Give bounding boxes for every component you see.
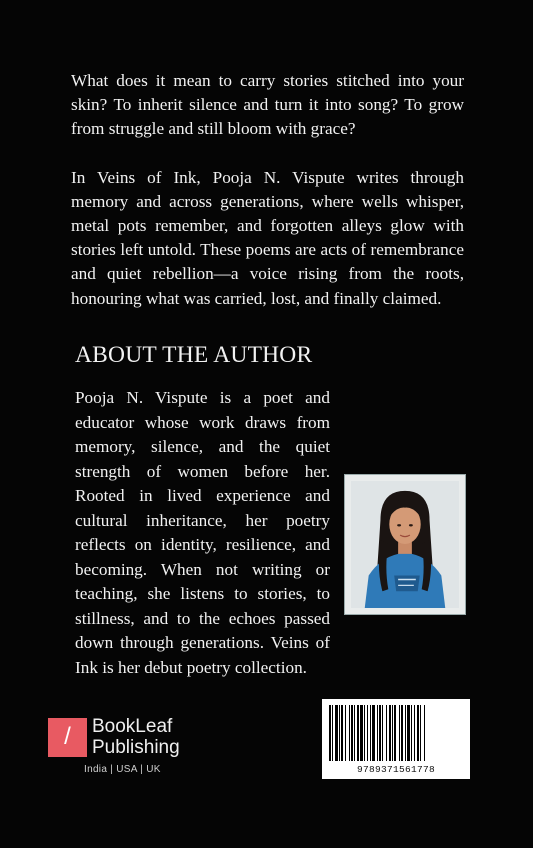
publisher-name-line2: Publishing xyxy=(92,737,180,758)
publisher-logo xyxy=(48,716,180,758)
back-cover-blurb xyxy=(71,69,464,311)
isbn-number: 9789371561778 xyxy=(356,764,435,775)
blurb-paragraph-1: What does it mean to carry stories stitched into your skin? To inherit silence and turn it into song? To grow from struggle and still bloom with grace? xyxy=(71,71,464,139)
publisher-name-line1: BookLeaf xyxy=(92,716,173,737)
publisher-name xyxy=(92,716,180,758)
publisher-logo-mark: / xyxy=(48,718,87,757)
about-author-heading: ABOUT THE AUTHOR xyxy=(75,342,313,368)
barcode-bars xyxy=(329,705,463,761)
publisher-regions: India | USA | UK xyxy=(84,764,161,775)
author-bio: Pooja N. Vispute is a poet and educator whose work draws from memory, silence, and the quiet strength of women before her. Rooted in lived experience and cultural inheritance, her poetry reflects on identity, resilience, and becoming. When not writing or teaching, she listens to stories, to stillness, and to the echoes passed down through generations. Veins of Ink is her debut poetry collection. xyxy=(75,388,330,677)
isbn-barcode xyxy=(322,699,470,779)
blurb-paragraph-2: In Veins of Ink, Pooja N. Vispute writes through memory and across generations, where wells whisper, metal pots remember, and forgotten alleys glow with stories left untold. These poems are acts of remembrance and quiet rebellion—a voice rising from the roots, honouring what was carried, lost, and finally claimed. xyxy=(71,167,464,308)
author-portrait-image xyxy=(351,481,459,608)
author-photo xyxy=(344,474,466,615)
